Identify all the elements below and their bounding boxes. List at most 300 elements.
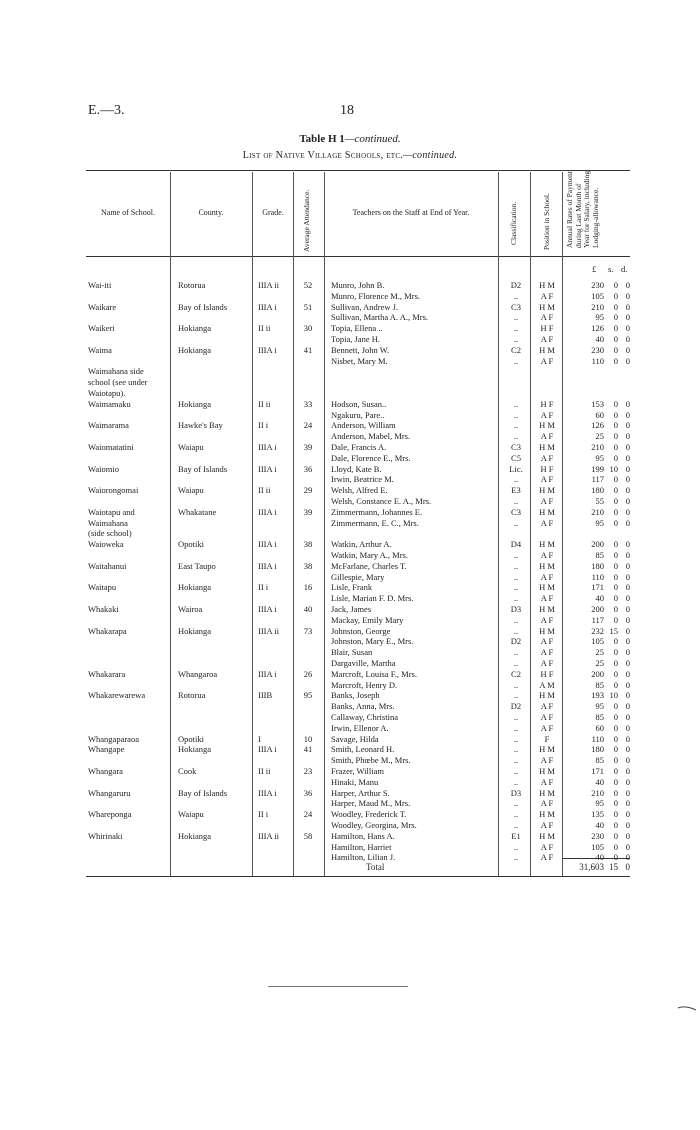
cell-classification: .. bbox=[513, 744, 519, 755]
cell-pounds: 117 bbox=[591, 614, 604, 625]
cell-grade: IIIA ii bbox=[258, 280, 280, 290]
table-row bbox=[0, 345, 700, 356]
cell-classification: C5 bbox=[511, 452, 521, 463]
table-row bbox=[0, 788, 700, 799]
cell-classification: .. bbox=[513, 582, 519, 593]
cell-teacher: Dale, Francis A. bbox=[331, 442, 387, 452]
cell-teacher: Gillespie, Mary bbox=[331, 571, 385, 582]
cell-pence: 0 bbox=[625, 571, 630, 582]
cell-pounds: 199 bbox=[591, 463, 604, 474]
cell-pence: 0 bbox=[625, 712, 630, 722]
cell-pounds: 117 bbox=[591, 474, 604, 485]
cell-shillings: 0 bbox=[613, 334, 618, 344]
cell-position: A F bbox=[540, 550, 554, 560]
cell-pounds: 85 bbox=[595, 550, 604, 560]
cell-teacher: Ngakuru, Pare.. bbox=[331, 409, 385, 420]
cell-pence: 0 bbox=[625, 280, 630, 290]
cell-shillings: 0 bbox=[613, 841, 618, 852]
cell-shillings: 0 bbox=[613, 550, 618, 560]
cell-pounds: 95 bbox=[595, 798, 604, 809]
cell-classification: .. bbox=[513, 290, 519, 301]
cell-pence: 0 bbox=[625, 301, 630, 312]
cell-pence: 0 bbox=[625, 776, 630, 787]
table-bottom-rule bbox=[86, 876, 630, 877]
cell-shillings: 0 bbox=[613, 787, 618, 798]
table-title-text: Table H 1 bbox=[299, 133, 345, 145]
cell-teacher: Dale, Florence E., Mrs. bbox=[331, 452, 411, 463]
cell-position: H F bbox=[540, 398, 554, 409]
cell-classification: .. bbox=[513, 798, 519, 809]
cell-classification: .. bbox=[513, 409, 519, 420]
cell-position: H M bbox=[539, 280, 555, 290]
cell-position: H M bbox=[539, 809, 555, 820]
cell-teacher: Callaway, Christina bbox=[331, 712, 398, 722]
cell-shillings: 0 bbox=[613, 798, 618, 809]
cell-classification: .. bbox=[513, 733, 519, 744]
cell-position: A F bbox=[540, 334, 554, 344]
cell-teacher: Bennett, John W. bbox=[331, 344, 390, 355]
cell-position: H M bbox=[539, 604, 555, 614]
cell-county: East Taupo bbox=[178, 560, 216, 571]
table-row bbox=[0, 507, 700, 518]
cell-position: H M bbox=[539, 787, 555, 798]
cell-classification: C3 bbox=[511, 442, 521, 452]
cell-shillings: 0 bbox=[613, 614, 618, 625]
table-row bbox=[0, 561, 700, 572]
cell-pounds: 40 bbox=[595, 776, 604, 787]
cell-attendance: 73 bbox=[303, 625, 313, 636]
cell-position: H M bbox=[539, 485, 555, 496]
cell-pounds: 40 bbox=[595, 593, 604, 604]
cell-teacher: Johnston, George bbox=[331, 625, 391, 636]
table-subtitle-suffix: —continued. bbox=[403, 150, 458, 161]
table-row bbox=[0, 485, 700, 496]
cell-school-name: Wai-iti bbox=[88, 280, 112, 290]
cell-school-name: Whangara bbox=[88, 766, 123, 776]
cell-grade: II i bbox=[258, 420, 269, 431]
cell-shillings: 0 bbox=[613, 431, 618, 442]
cell-pence: 0 bbox=[625, 442, 630, 452]
cell-classification: .. bbox=[513, 690, 519, 701]
table-row bbox=[0, 755, 700, 766]
cell-grade: IIIB bbox=[258, 690, 273, 701]
cell-grade: II ii bbox=[258, 398, 271, 409]
cell-position: H M bbox=[539, 744, 555, 755]
cell-shillings: 0 bbox=[613, 647, 618, 658]
cell-classification: .. bbox=[513, 323, 519, 334]
cell-school-name: Whakarapa bbox=[88, 625, 127, 636]
cell-pounds: 210 bbox=[591, 787, 604, 798]
cell-position: H F bbox=[540, 463, 554, 474]
table-row bbox=[0, 420, 700, 431]
cell-position: A F bbox=[540, 841, 554, 852]
cell-pounds: 25 bbox=[595, 658, 604, 668]
table-row bbox=[0, 453, 700, 464]
cell-pence: 0 bbox=[625, 733, 630, 744]
cell-teacher: Irwin, Beatrice M. bbox=[331, 474, 394, 485]
cell-teacher: Jack, James bbox=[331, 604, 372, 614]
cell-position: H F bbox=[540, 323, 554, 334]
footer-rule bbox=[268, 986, 408, 987]
cell-teacher: Irwin, Ellenor A. bbox=[331, 722, 389, 733]
cell-pence: 0 bbox=[625, 625, 630, 636]
cell-position: A F bbox=[540, 647, 554, 658]
cell-shillings: 10 bbox=[609, 690, 618, 701]
cell-county: Waiapu bbox=[178, 485, 204, 496]
cell-pounds: 95 bbox=[595, 517, 604, 528]
cell-pence: 0 bbox=[625, 787, 630, 798]
header-grade: Grade. bbox=[262, 208, 284, 217]
cell-position: A M bbox=[539, 679, 555, 690]
cell-school-name: Whareponga bbox=[88, 809, 132, 820]
table-row bbox=[0, 766, 700, 777]
cell-pence: 0 bbox=[625, 323, 630, 334]
cell-pence: 0 bbox=[625, 701, 630, 712]
cell-teacher: Lloyd, Kate B. bbox=[331, 463, 382, 474]
cell-pence: 0 bbox=[625, 452, 630, 463]
cell-classification: .. bbox=[513, 550, 519, 560]
table-row bbox=[0, 464, 700, 475]
cell-teacher: Topia, Ellena .. bbox=[331, 323, 383, 334]
cell-position: H M bbox=[539, 301, 555, 312]
cell-pounds: 25 bbox=[595, 431, 604, 442]
cell-pounds: 210 bbox=[591, 301, 604, 312]
table-row bbox=[0, 356, 700, 367]
cell-county: Waiapu bbox=[178, 442, 204, 452]
cell-shillings: 0 bbox=[613, 755, 618, 766]
cell-pence: 0 bbox=[625, 474, 630, 485]
cell-position: H M bbox=[539, 830, 555, 841]
cell-school-name: Whakaki bbox=[88, 604, 119, 614]
cell-shillings: 0 bbox=[613, 517, 618, 528]
cell-county: Hawke's Bay bbox=[178, 420, 223, 431]
table-row bbox=[0, 636, 700, 647]
cell-position: A F bbox=[540, 820, 554, 830]
cell-pounds: 110 bbox=[591, 733, 604, 744]
cell-shillings: 15 bbox=[609, 625, 618, 636]
cell-pounds: 171 bbox=[591, 582, 604, 593]
table-row bbox=[0, 647, 700, 658]
cell-grade: IIIA ii bbox=[258, 830, 280, 841]
cell-county: Cook bbox=[178, 766, 197, 776]
cell-classification: .. bbox=[513, 571, 519, 582]
table-row bbox=[0, 334, 700, 345]
cell-teacher: Marcroft, Louisa F., Mrs. bbox=[331, 668, 417, 679]
cell-school-name: Waima bbox=[88, 344, 112, 355]
cell-school-name: Whakarewarewa bbox=[88, 690, 146, 701]
cell-pounds: 193 bbox=[591, 690, 604, 701]
cell-teacher: Woodley, Frederick T. bbox=[331, 809, 407, 820]
header-attendance: Average Attendance. bbox=[302, 189, 311, 252]
header-county: County. bbox=[198, 208, 224, 217]
cell-pence: 0 bbox=[625, 614, 630, 625]
table-row bbox=[0, 626, 700, 637]
cell-position: H M bbox=[539, 582, 555, 593]
cell-classification: .. bbox=[513, 614, 519, 625]
cell-classification: D2 bbox=[510, 280, 522, 290]
cell-grade: I bbox=[258, 733, 261, 744]
cell-position: A F bbox=[540, 776, 554, 787]
header-salary: Annual Rates of Payment during Last Month of Year for Salary, including Lodging-allowance. bbox=[565, 170, 600, 248]
cell-pence: 0 bbox=[625, 582, 630, 593]
cell-pence: 0 bbox=[625, 798, 630, 809]
cell-classification: .. bbox=[513, 776, 519, 787]
table-row bbox=[0, 658, 700, 669]
table-row bbox=[0, 701, 700, 712]
cell-county: Hokianga bbox=[178, 830, 212, 841]
table-row bbox=[0, 777, 700, 788]
cell-pence: 0 bbox=[625, 312, 630, 323]
cell-shillings: 0 bbox=[613, 539, 618, 550]
table-row bbox=[0, 539, 700, 550]
cell-shillings: 10 bbox=[609, 463, 618, 474]
cell-position: H M bbox=[539, 442, 555, 452]
cell-pence: 0 bbox=[625, 690, 630, 701]
cell-pence: 0 bbox=[625, 517, 630, 528]
table-row bbox=[0, 798, 700, 809]
cell-shillings: 0 bbox=[613, 571, 618, 582]
cell-pounds: 25 bbox=[595, 647, 604, 658]
header-position: Position in School. bbox=[542, 193, 551, 250]
page-number: 18 bbox=[340, 103, 354, 118]
cell-pounds: 171 bbox=[591, 766, 604, 776]
cell-pence: 0 bbox=[625, 841, 630, 852]
table-row bbox=[0, 518, 700, 529]
cell-position: H M bbox=[539, 539, 555, 550]
cell-grade: II ii bbox=[258, 323, 271, 334]
cell-shillings: 0 bbox=[613, 560, 618, 571]
cell-pence: 0 bbox=[625, 593, 630, 604]
cell-classification: .. bbox=[513, 841, 519, 852]
cell-teacher: Sullivan, Martha A. A., Mrs. bbox=[331, 312, 429, 323]
cell-pounds: 126 bbox=[591, 323, 604, 334]
cell-teacher: Blair, Susan bbox=[331, 647, 373, 658]
table-row bbox=[0, 809, 700, 820]
cell-grade: IIIA i bbox=[258, 442, 277, 452]
table-title bbox=[0, 133, 700, 145]
cell-teacher: Hamilton, Harriet bbox=[331, 841, 392, 852]
table-row bbox=[0, 712, 700, 723]
cell-teacher: Anderson, William bbox=[331, 420, 396, 431]
total-pence: 0 bbox=[625, 862, 630, 872]
unit-pounds: £ bbox=[592, 264, 597, 274]
cell-classification: .. bbox=[513, 809, 519, 820]
table-row bbox=[0, 528, 700, 539]
cell-classification: C3 bbox=[511, 301, 521, 312]
cell-attendance: 33 bbox=[303, 398, 313, 409]
cell-pence: 0 bbox=[625, 344, 630, 355]
cell-teacher: Mackay, Emily Mary bbox=[331, 614, 404, 625]
cell-county: Waiapu bbox=[178, 809, 204, 820]
total-label: Total bbox=[366, 862, 385, 872]
table-row bbox=[0, 377, 700, 388]
cell-classification: E3 bbox=[511, 485, 521, 496]
cell-classification: .. bbox=[513, 474, 519, 485]
cell-shillings: 0 bbox=[613, 452, 618, 463]
cell-teacher: Lisle, Frank bbox=[331, 582, 373, 593]
cell-school-name: (side school) bbox=[88, 528, 132, 539]
table-row bbox=[0, 399, 700, 410]
table-row bbox=[0, 582, 700, 593]
cell-shillings: 0 bbox=[613, 593, 618, 604]
cell-pounds: 230 bbox=[591, 830, 604, 841]
table-row bbox=[0, 550, 700, 561]
cell-attendance: 36 bbox=[303, 463, 313, 474]
cell-shillings: 0 bbox=[613, 809, 618, 820]
cell-pounds: 95 bbox=[595, 452, 604, 463]
cell-pounds: 95 bbox=[595, 312, 604, 323]
cell-shillings: 0 bbox=[613, 776, 618, 787]
cell-grade: IIIA i bbox=[258, 744, 277, 755]
cell-classification: .. bbox=[513, 560, 519, 571]
total-pounds: 31,603 bbox=[579, 862, 604, 872]
cell-position: H M bbox=[539, 690, 555, 701]
cell-attendance: 58 bbox=[303, 830, 313, 841]
cell-shillings: 0 bbox=[613, 474, 618, 485]
table-row bbox=[0, 690, 700, 701]
cell-grade: IIIA i bbox=[258, 301, 277, 312]
cell-grade: IIIA i bbox=[258, 539, 277, 550]
cell-position: A F bbox=[540, 658, 554, 668]
cell-shillings: 0 bbox=[613, 582, 618, 593]
cell-pence: 0 bbox=[625, 409, 630, 420]
cell-pence: 0 bbox=[625, 496, 630, 506]
table-subtitle-text: List of Native Village Schools, etc. bbox=[242, 150, 404, 161]
cell-shillings: 0 bbox=[613, 668, 618, 679]
table-row bbox=[0, 280, 700, 291]
cell-classification: .. bbox=[513, 625, 519, 636]
table-row bbox=[0, 302, 700, 313]
cell-shillings: 0 bbox=[613, 312, 618, 323]
cell-pence: 0 bbox=[625, 636, 630, 647]
cell-pounds: 110 bbox=[591, 571, 604, 582]
header-classification: Classification. bbox=[509, 201, 518, 245]
cell-position: A F bbox=[540, 571, 554, 582]
cell-pence: 0 bbox=[625, 539, 630, 550]
cell-shillings: 0 bbox=[613, 722, 618, 733]
cell-grade: II ii bbox=[258, 766, 271, 776]
table-top-rule bbox=[86, 170, 630, 171]
cell-grade: IIIA i bbox=[258, 668, 277, 679]
table-row bbox=[0, 410, 700, 421]
cell-pounds: 105 bbox=[591, 290, 604, 301]
cell-shillings: 0 bbox=[613, 496, 618, 506]
cell-attendance: 39 bbox=[303, 442, 313, 452]
cell-attendance: 24 bbox=[303, 420, 313, 431]
cell-position: F bbox=[544, 733, 550, 744]
cell-teacher: Welsh, Alfred E. bbox=[331, 485, 388, 496]
cell-attendance: 38 bbox=[303, 560, 313, 571]
cell-pence: 0 bbox=[625, 755, 630, 766]
cell-shillings: 0 bbox=[613, 506, 618, 517]
cell-position: A F bbox=[540, 701, 554, 712]
cell-position: A F bbox=[540, 312, 554, 323]
cell-attendance: 38 bbox=[303, 539, 313, 550]
table-row bbox=[0, 323, 700, 334]
cell-classification: Lic. bbox=[509, 463, 523, 474]
cell-grade: IIIA i bbox=[258, 506, 277, 517]
cell-pence: 0 bbox=[625, 679, 630, 690]
cell-position: H M bbox=[539, 560, 555, 571]
cell-shillings: 0 bbox=[613, 409, 618, 420]
cell-pence: 0 bbox=[625, 744, 630, 755]
cell-classification: .. bbox=[513, 334, 519, 344]
cell-shillings: 0 bbox=[613, 355, 618, 366]
table-subtitle bbox=[0, 150, 700, 161]
table-row bbox=[0, 734, 700, 745]
page-reference: E.—3. bbox=[88, 103, 125, 118]
cell-school-name: Waioweka bbox=[88, 539, 124, 550]
cell-classification: C3 bbox=[511, 506, 521, 517]
cell-position: A F bbox=[540, 852, 554, 863]
cell-county: Hokianga bbox=[178, 744, 212, 755]
cell-school-name: Waikare bbox=[88, 301, 117, 312]
cell-school-name: Whangape bbox=[88, 744, 125, 755]
cell-teacher: Dargaville, Martha bbox=[331, 658, 396, 668]
cell-classification: .. bbox=[513, 658, 519, 668]
cell-school-name: Waiorongomai bbox=[88, 485, 139, 496]
cell-shillings: 0 bbox=[613, 701, 618, 712]
table-row bbox=[0, 680, 700, 691]
cell-school-name: Whirinaki bbox=[88, 830, 123, 841]
table-row bbox=[0, 831, 700, 842]
table-row bbox=[0, 474, 700, 485]
cell-pounds: 135 bbox=[591, 809, 604, 820]
cell-teacher: Topia, Jane H. bbox=[331, 334, 380, 344]
cell-shillings: 0 bbox=[613, 485, 618, 496]
unit-shillings: s. bbox=[608, 264, 614, 274]
header-teachers: Teachers on the Staff at End of Year. bbox=[352, 208, 470, 217]
table-row bbox=[0, 842, 700, 853]
cell-grade: IIIA ii bbox=[258, 625, 280, 636]
cell-shillings: 0 bbox=[613, 290, 618, 301]
cell-grade: IIIA i bbox=[258, 560, 277, 571]
cell-position: A F bbox=[540, 722, 554, 733]
cell-classification: .. bbox=[513, 722, 519, 733]
cell-position: A F bbox=[540, 636, 554, 647]
cell-classification: E1 bbox=[511, 830, 521, 841]
cell-teacher: Sullivan, Andrew J. bbox=[331, 301, 399, 312]
cell-teacher: Zimmermann, E. C., Mrs. bbox=[331, 517, 419, 528]
cell-classification: .. bbox=[513, 593, 519, 604]
cell-shillings: 0 bbox=[613, 442, 618, 452]
cell-pence: 0 bbox=[625, 550, 630, 560]
cell-position: A F bbox=[540, 712, 554, 722]
cell-pounds: 153 bbox=[591, 398, 604, 409]
cell-classification: .. bbox=[513, 398, 519, 409]
cell-teacher: Johnston, Mary E., Mrs. bbox=[331, 636, 414, 647]
cell-pence: 0 bbox=[625, 463, 630, 474]
cell-teacher: Lisle, Marian F. D. Mrs. bbox=[331, 593, 414, 604]
cell-pounds: 40 bbox=[595, 820, 604, 830]
cell-pounds: 95 bbox=[595, 701, 604, 712]
cell-attendance: 40 bbox=[303, 604, 313, 614]
cell-attendance: 36 bbox=[303, 787, 313, 798]
cell-attendance: 95 bbox=[303, 690, 313, 701]
cell-classification: .. bbox=[513, 517, 519, 528]
cell-pounds: 230 bbox=[591, 280, 604, 290]
total-shillings: 15 bbox=[609, 862, 618, 872]
cell-teacher: Zimmermann, Johannes E. bbox=[331, 506, 423, 517]
cell-position: H F bbox=[540, 668, 554, 679]
cell-county: Hokianga bbox=[178, 344, 212, 355]
cell-county: Whangaroa bbox=[178, 668, 218, 679]
cell-shillings: 0 bbox=[613, 344, 618, 355]
cell-position: A F bbox=[540, 496, 554, 506]
cell-pounds: 180 bbox=[591, 560, 604, 571]
table-row bbox=[0, 496, 700, 507]
cell-county: Opotiki bbox=[178, 539, 204, 550]
